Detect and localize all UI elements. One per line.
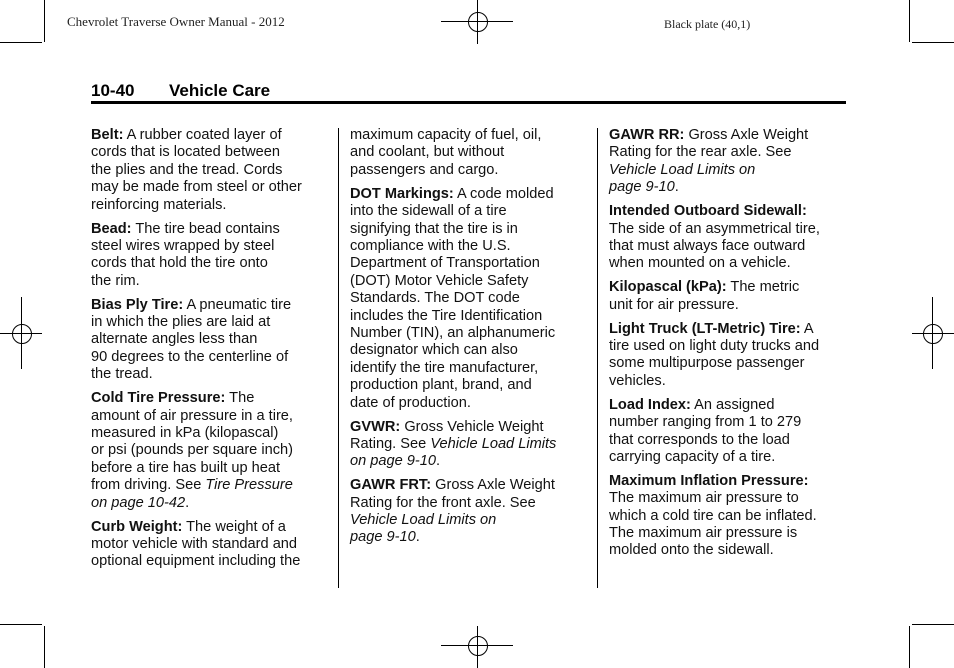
text-line [91, 460, 333, 477]
text-line [609, 338, 851, 355]
glossary-term: Cold Tire Pressure: [91, 390, 226, 407]
text-line [91, 408, 333, 425]
definition-text: . [436, 453, 441, 470]
text-line [609, 238, 851, 255]
text-line [91, 553, 333, 570]
text-line [609, 432, 851, 449]
cross-reference: page 9-10 [609, 179, 675, 196]
column-divider [597, 128, 598, 588]
text-line [350, 221, 592, 238]
glossary-term: Maximum Inflation Pressure: [609, 472, 809, 489]
text-line [609, 508, 851, 525]
text-line [609, 279, 851, 296]
text-column-3 [609, 127, 851, 566]
definition-text: carrying capacity of a tire. [609, 448, 776, 465]
crop-mark [912, 42, 954, 43]
definition-text: The side of an asymmetrical tire, [609, 220, 820, 237]
text-line [350, 273, 592, 290]
text-line [350, 186, 592, 203]
definition-text: Number (TIN), an alphanumeric [350, 324, 556, 341]
definition-text: passengers and cargo. [350, 161, 499, 178]
definition-text: Rating. See [350, 435, 431, 452]
definition-text: cords that is located between [91, 144, 281, 161]
glossary-entry [91, 221, 333, 291]
glossary-term: Curb Weight: [91, 518, 183, 535]
definition-text: includes the Tire Identification [350, 307, 543, 324]
definition-text: The [225, 390, 255, 407]
plate-label: Black plate (40,1) [664, 17, 751, 31]
text-line [91, 425, 333, 442]
text-line [609, 255, 851, 272]
glossary-entry [350, 127, 592, 179]
cross-reference: on page 10-42 [91, 494, 186, 511]
definition-text: Rating for the rear axle. See [609, 144, 792, 161]
definition-text: . [185, 494, 190, 511]
definition-text: measured in kPa (kilopascal) [91, 425, 279, 441]
text-line [350, 144, 592, 161]
cross-reference: Vehicle Load Limits on [609, 161, 756, 178]
definition-text: A pneumatic tire [183, 296, 292, 313]
glossary-term: GVWR: [350, 418, 401, 435]
text-line [91, 238, 333, 255]
text-line [609, 355, 851, 372]
text-line [609, 449, 851, 466]
text-line [350, 342, 592, 359]
definition-text: the tread. [91, 366, 153, 383]
definition-text: The maximum air pressure is [609, 525, 798, 542]
text-line [350, 290, 592, 307]
text-line [91, 349, 333, 366]
definition-text: motor vehicle with standard and [91, 535, 298, 552]
glossary-entry [609, 321, 851, 391]
text-line [91, 197, 333, 214]
crop-mark [909, 0, 910, 42]
definition-text: cords that hold the tire onto [91, 255, 268, 272]
text-line [350, 453, 592, 470]
glossary-term: Bead: [91, 220, 132, 237]
cross-reference: Tire Pressure [205, 477, 293, 494]
definition-text: A rubber coated layer of [123, 127, 282, 143]
definition-text: The metric [726, 279, 800, 296]
glossary-entry [91, 127, 333, 214]
definition-text: from driving. See [91, 477, 206, 494]
text-line [350, 495, 592, 512]
text-line [609, 127, 851, 144]
definition-text: when mounted on a vehicle. [609, 255, 791, 272]
definition-text: vehicles. [609, 372, 666, 389]
glossary-entry [350, 419, 592, 471]
definition-text: which a cold tire can be inflated. [609, 507, 817, 524]
text-line [350, 395, 592, 412]
glossary-term: Kilopascal (kPa): [609, 279, 727, 296]
text-line [350, 477, 592, 494]
section-title: Vehicle Care [169, 81, 271, 100]
text-line [350, 325, 592, 342]
definition-text: Rating for the front axle. See [350, 494, 536, 511]
glossary-entry [350, 477, 592, 547]
glossary-entry [609, 473, 851, 560]
glossary-term: Intended Outboard Sidewall: [609, 203, 807, 220]
text-line [350, 255, 592, 272]
manual-title: Chevrolet Traverse Owner Manual - 2012 [67, 14, 285, 29]
glossary-term: GAWR FRT: [350, 477, 432, 494]
text-line [91, 273, 333, 290]
title-rule [91, 101, 846, 104]
cross-reference: on page 9-10 [350, 453, 437, 470]
glossary-entry [91, 297, 333, 384]
glossary-term: Belt: [91, 127, 124, 143]
definition-text: An assigned [690, 396, 775, 413]
crop-mark [44, 0, 45, 42]
text-line [91, 477, 333, 494]
definition-text: molded onto the sidewall. [609, 542, 774, 559]
text-line [91, 390, 333, 407]
text-line [91, 442, 333, 459]
definition-text: 90 degrees to the centerline of [91, 348, 289, 365]
text-line [91, 127, 333, 144]
definition-text: signifying that the tire is in [350, 220, 518, 237]
glossary-entry [350, 186, 592, 412]
glossary-term: GAWR RR: [609, 127, 685, 143]
cross-reference: Vehicle Load Limits [430, 435, 557, 452]
definition-text: tire used on light duty trucks and [609, 337, 820, 354]
text-line [350, 203, 592, 220]
glossary-entry [609, 397, 851, 467]
glossary-term: Load Index: [609, 396, 691, 413]
text-line [350, 512, 592, 529]
text-line [609, 203, 851, 220]
glossary-entry [609, 127, 851, 197]
glossary-entry [91, 390, 333, 512]
text-line [91, 536, 333, 553]
crop-mark [44, 626, 45, 668]
glossary-term: Light Truck (LT-Metric) Tire: [609, 320, 801, 337]
text-column-2 [350, 127, 592, 553]
definition-text: compliance with the U.S. [350, 237, 511, 254]
text-line [91, 162, 333, 179]
text-line [609, 162, 851, 179]
text-line [609, 490, 851, 507]
text-line [91, 221, 333, 238]
glossary-entry [91, 519, 333, 571]
page-number: 10-40 [91, 81, 135, 100]
definition-text: The tire bead contains [131, 220, 280, 237]
text-line [350, 377, 592, 394]
text-line [609, 297, 851, 314]
text-line [609, 221, 851, 238]
text-line [350, 419, 592, 436]
glossary-entry [609, 279, 851, 314]
text-line [91, 297, 333, 314]
section-heading [91, 81, 270, 101]
text-line [609, 179, 851, 196]
text-line [609, 144, 851, 161]
text-line [91, 144, 333, 161]
definition-text: into the sidewall of a tire [350, 203, 507, 220]
text-line [350, 360, 592, 377]
definition-text: steel wires wrapped by steel [91, 237, 275, 254]
text-line [91, 366, 333, 383]
text-line [350, 308, 592, 325]
definition-text: the rim. [91, 272, 140, 289]
text-line [91, 255, 333, 272]
text-line [91, 331, 333, 348]
text-line [91, 314, 333, 331]
definition-text: alternate angles less than [91, 331, 258, 348]
definition-text: Gross Vehicle Weight [400, 418, 544, 435]
definition-text: before a tire has built up heat [91, 459, 281, 476]
text-line [609, 397, 851, 414]
crop-mark [909, 626, 910, 668]
text-line [609, 525, 851, 542]
definition-text: The weight of a [182, 518, 286, 535]
text-line [609, 373, 851, 390]
text-line [609, 473, 851, 490]
glossary-term: DOT Markings: [350, 185, 454, 202]
definition-text: date of production. [350, 394, 471, 411]
definition-text: some multipurpose passenger [609, 355, 805, 372]
definition-text: . [415, 529, 420, 546]
text-line [350, 127, 592, 144]
definition-text: identify the tire manufacturer, [350, 359, 539, 376]
text-line [350, 162, 592, 179]
definition-text: optional equipment including the [91, 553, 301, 570]
definition-text: production plant, brand, and [350, 377, 532, 394]
definition-text: that corresponds to the load [609, 431, 790, 448]
cross-reference: Vehicle Load Limits on [350, 512, 497, 529]
glossary-term: Bias Ply Tire: [91, 296, 184, 313]
definition-text: (DOT) Motor Vehicle Safety [350, 272, 529, 289]
text-line [609, 542, 851, 559]
column-divider [338, 128, 339, 588]
definition-text: and coolant, but without [350, 144, 505, 161]
definition-text: A [800, 320, 814, 337]
text-column-1 [91, 127, 333, 577]
cross-reference: page 9-10 [350, 529, 416, 546]
crop-mark [912, 624, 954, 625]
definition-text: The maximum air pressure to [609, 490, 799, 507]
text-line [350, 436, 592, 453]
crop-mark [0, 42, 42, 43]
definition-text: . [674, 179, 679, 196]
definition-text: that must always face outward [609, 237, 806, 254]
definition-text: unit for air pressure. [609, 296, 739, 313]
glossary-entry [609, 203, 851, 273]
definition-text: number ranging from 1 to 279 [609, 414, 802, 431]
definition-text: the plies and the tread. Cords [91, 161, 283, 178]
text-line [91, 495, 333, 512]
crop-mark [0, 624, 42, 625]
definition-text: Standards. The DOT code [350, 290, 520, 307]
text-line [609, 321, 851, 338]
definition-text: reinforcing materials. [91, 196, 227, 213]
definition-text: in which the plies are laid at [91, 314, 271, 331]
definition-text: Gross Axle Weight [431, 477, 555, 494]
definition-text: A code molded [453, 185, 554, 202]
text-line [91, 179, 333, 196]
definition-text: designator which can also [350, 342, 518, 359]
definition-text: maximum capacity of fuel, oil, [350, 127, 542, 143]
definition-text: Gross Axle Weight [684, 127, 809, 143]
definition-text: or psi (pounds per square inch) [91, 442, 293, 459]
text-line [350, 529, 592, 546]
text-line [609, 414, 851, 431]
text-line [91, 519, 333, 536]
definition-text: amount of air pressure in a tire, [91, 407, 293, 424]
text-line [350, 238, 592, 255]
definition-text: Department of Transportation [350, 255, 540, 272]
definition-text: may be made from steel or other [91, 179, 302, 196]
